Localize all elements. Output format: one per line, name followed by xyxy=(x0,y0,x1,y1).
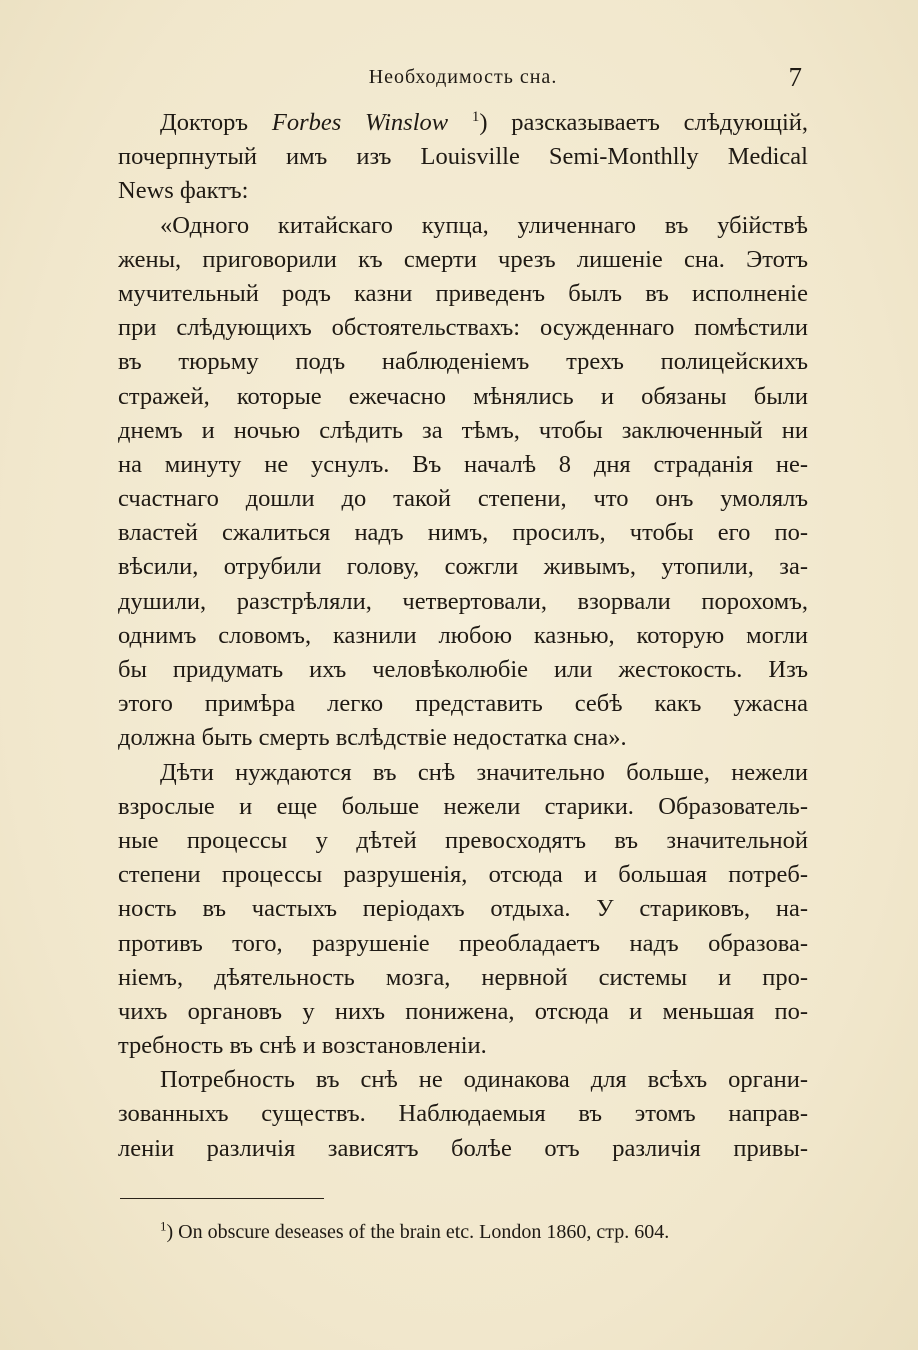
text-line: степени процессы разрушенія, отсюда и большая потреб- xyxy=(118,861,808,889)
text-line: жены, приговорили къ смерти чрезъ лишеніе сна. Этотъ xyxy=(118,245,808,273)
body-text xyxy=(118,106,808,1166)
text-line: News фактъ: xyxy=(118,177,249,205)
text-line: этого примѣра легко представить себѣ какъ ужасна xyxy=(118,690,808,718)
text-line: душили, разстрѣляли, четвертовали, взорвали порохомъ, xyxy=(118,587,808,615)
text-line: стражей, которые ежечасно мѣнялись и обязаны были xyxy=(118,382,808,410)
author-name: Forbes Winslow xyxy=(271,109,449,136)
text-line: при слѣдующихъ обстоятельствахъ: осужденнаго помѣстили xyxy=(118,314,808,342)
text-line: однимъ словомъ, казнили любою казнью, которую могли xyxy=(118,621,808,649)
text-line: взрослые и еще больше нежели старики. Образователь- xyxy=(118,792,808,820)
page-number: 7 xyxy=(788,62,802,92)
text-line: счастнаго дошли до такой степени, что онъ умолялъ xyxy=(118,485,808,513)
text-line: «Одного китайскаго купца, уличеннаго въ убійствѣ xyxy=(160,211,808,239)
running-title: Необходимость сна. xyxy=(368,66,558,88)
text-line: должна быть смерть вслѣдствіе недостатка сна». xyxy=(118,724,627,752)
text-line: требность въ снѣ и возстановленіи. xyxy=(118,1032,487,1060)
footnote-reference: 1 xyxy=(471,108,480,125)
text-line: почерпнутый имъ изъ Louisville Semi-Monthlly Medical xyxy=(118,143,808,171)
text-line: ность въ частыхъ періодахъ отдыха. У стариковъ, на- xyxy=(118,895,808,923)
text-line: зованныхъ существъ. Наблюдаемыя въ этомъ направ- xyxy=(118,1100,808,1128)
text-line: Дѣти нуждаются въ снѣ значительно больше, нежели xyxy=(160,758,808,786)
text-line: ные процессы у дѣтей превосходятъ въ значительной xyxy=(118,826,808,854)
footnote-text: ) On obscure deseases of the brain etc. London 1860, стр. 604. xyxy=(166,1221,670,1243)
footnote-separator xyxy=(120,1198,324,1199)
text-line: властей сжалиться надъ нимъ, просилъ, чтобы его по- xyxy=(118,519,808,547)
text-segment: ) разсказываетъ слѣдующій, xyxy=(479,109,808,136)
footnote xyxy=(160,1218,810,1246)
footnote-mark: 1 xyxy=(160,1218,167,1234)
text-line: ніемъ, дѣятельность мозга, нервной системы и про- xyxy=(118,963,808,991)
text-line: бы придумать ихъ человѣколюбіе или жестокость. Изъ xyxy=(118,656,808,683)
text-line: вѣсили, отрубили голову, сожгли живымъ, утопили, за- xyxy=(118,553,808,581)
page-header xyxy=(118,62,808,96)
text-line: въ тюрьму подъ наблюденіемъ трехъ полицейскихъ xyxy=(118,348,808,376)
text-line: Потребность въ снѣ не одинакова для всѣхъ органи- xyxy=(160,1066,808,1094)
text-line: леніи различія зависятъ болѣе отъ различія привы- xyxy=(118,1134,808,1162)
text-line: днемъ и ночью слѣдить за тѣмъ, чтобы заключенный ни xyxy=(118,416,808,444)
text-line: на минуту не уснулъ. Въ началѣ 8 дня страданія не- xyxy=(118,450,808,478)
text-line xyxy=(118,106,808,140)
text-line: мучительный родъ казни приведенъ былъ въ исполненіе xyxy=(118,279,808,307)
text-segment: Докторъ xyxy=(160,109,272,136)
text-line: противъ того, разрушеніе преобладаетъ надъ образова- xyxy=(118,929,808,957)
text-line: чихъ органовъ у нихъ понижена, отсюда и меньшая по- xyxy=(118,997,808,1025)
